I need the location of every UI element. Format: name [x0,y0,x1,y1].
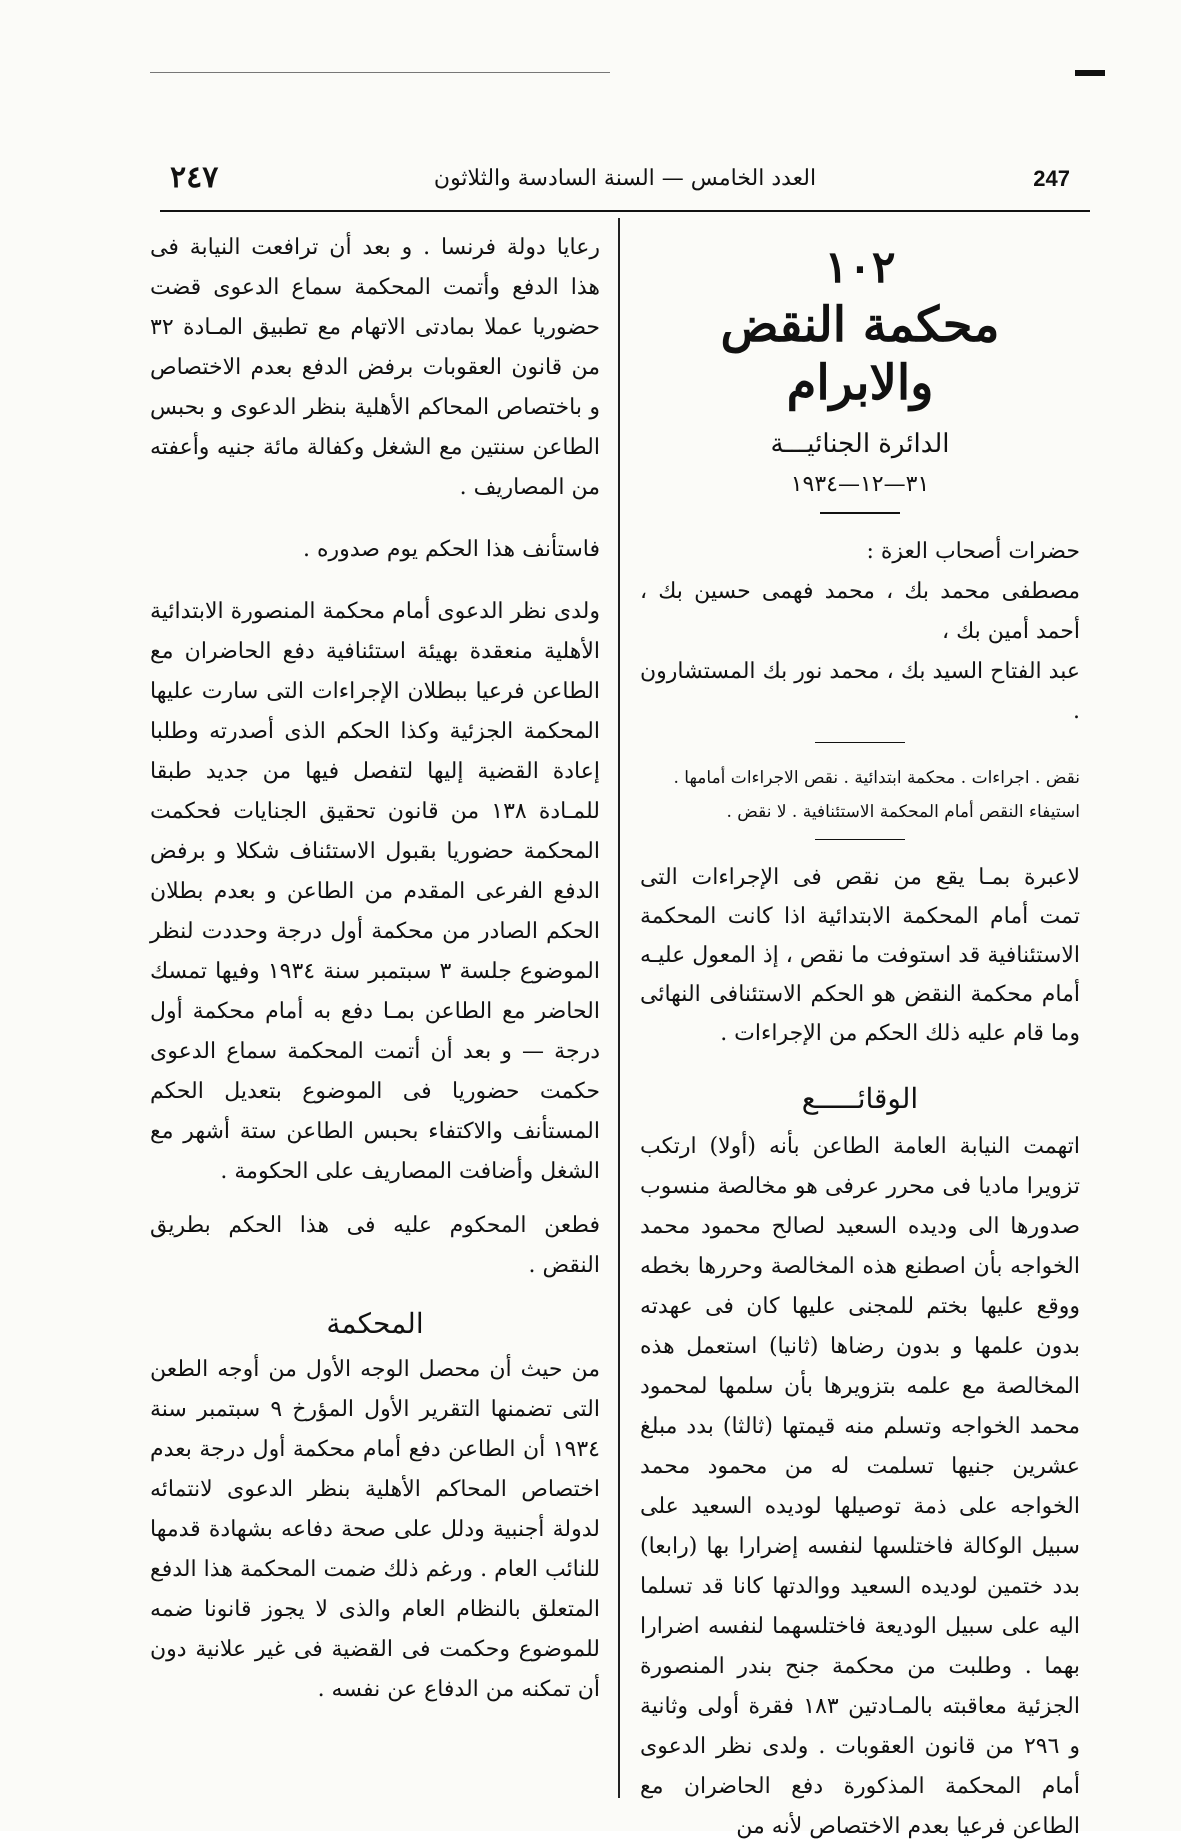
divider [815,742,905,743]
facts-text: اتهمت النيابة العامة الطاعن بأنه (أولا) ارتكب تزويرا ماديا فى محرر عرفى هو مخالصة منسوب صدورها الى وديده السعيد لصالح محمود محمد الخواجه بأن اصطنع هذه المخالصة وحررها بخطه ووقع عليها بختم للمجنى عليها كان فى عهدته بدون علمها و بدون رضاها (ثانيا) استعمل هذه المخالصة مع علمه بتزويرها بأن سلمها لمحمود محمد الخواجه وتسلم منه قيمتها (ثالثا) بدد مبلغ عشرين جنيها تسلمت له من محمود محمد الخواجه على ذمة توصيلها لوديده السعيد على سبيل الوكالة فاختلسها لنفسه إضرارا بها (رابعا) بدد ختمين لوديده السعيد ووالدتها كانا قد تسلما اليه على سبيل الوديعة فاختلسهما لنفسه اضرارا بهما . وطلبت من محكمة جنح بندر المنصورة الجزئية معاقبته بالمـادتين ١٨٣ فقرة أولى وثانية و ٢٩٦ من قانون العقوبات . ولدى نظر الدعوى أمام المحكمة المذكورة دفع الحاضران مع الطاعن فرعيا بعدم الاختصاص لأنه من [640,1134,1080,1839]
page-number-arabic: ٢٤٧ [170,160,219,195]
spacer [150,1192,600,1206]
paragraph: من حيث أن محصل الوجه الأول من أوجه الطعن التى تضمنها التقرير الأول المؤرخ ٩ سبتمبر سنة ١٩٣٤ أن الطاعن دفع أمام محكمة أول درجة بعدم اختصاص المحاكم الأهلية بنظر الدعوى لانتمائه لدولة أجنبية ودلل على صحة دفاعه بشهادة قدمها للنائب العام . ورغم ذلك ضمت المحكمة هذا الدفع المتعلق بالنظام العام والذى لا يجوز قانونا ضمه للموضوع وحكمت فى القضية فى غير علانية دون أن تمكنه من الدفاع عن نفسه . [150,1357,600,1702]
column-divider [618,218,620,1798]
judgment-date: ٣١—١٢—١٩٣٤ [790,472,930,497]
paragraph: فطعن المحكوم عليه فى هذا الحكم بطريق النقض . [150,1213,600,1278]
top-scan-rule [150,72,610,73]
keywords-line: استيفاء النقص أمام المحكمة الاستئنافية . لا نقض . [726,802,1080,822]
left-column [150,228,600,1710]
page-header [170,160,1080,200]
divider [820,512,900,514]
judges-line: مصطفى محمد بك ، محمد فهمى حسين بك ، أحمد أمين بك ، [640,579,1080,644]
right-column [640,228,1080,1847]
page-number-latin: 247 [1033,166,1070,191]
paragraph: فاستأنف هذا الحكم يوم صدوره . [302,537,600,562]
paragraph: ولدى نظر الدعوى أمام محكمة المنصورة الابتدائية الأهلية منعقدة بهيئة استئنافية دفع الحاضران مع الطاعن فرعيا ببطلان الإجراءات التى سارت عليها المحكمة الجزئية وكذا الحكم الذى أصدرته وطلبا إعادة القضية إليها لتفصل فيها من جديد طبقا للمـادة ١٣٨ من قانون تحقيق الجنايات فحكمت المحكمة حضوريا بقبول الاستئناف شكلا و برفض الدفع الفرعى المقدم من الطاعن و بعدم بطلان الحكم الصادر من محكمة أول درجة وحددت لنظر الموضوع جلسة ٣ سبتمبر سنة ١٩٣٤ وفيها تمسك الحاضر مع الطاعن بمـا دفع به أمام محكمة أول درجة — و بعد أن أتمت المحكمة سماع الدعوى حكمت حضوريا فى الموضوع بتعديل الحكم المستأنف والاكتفاء بحبس الطاعن ستة أشهر مع الشغل وأضافت المصاريف على الحكومة . [150,599,601,1184]
keywords-line: نقض . اجراءات . محكمة ابتدائية . نقص الاجراءات أمامها . [673,768,1080,788]
facts-heading: الوقائـــــع [801,1082,919,1115]
corner-mark [1075,70,1105,76]
header-rule [160,210,1090,212]
spacer [150,508,600,530]
legal-principle: لاعبرة بمـا يقع من نقص فى الإجراءات التى تمت أمام المحكمة الابتدائية اذا كانت المحكمة الاستئنافية قد استوفت ما نقص ، إذ المعول عليـه أمام محكمة النقض هو الحكم الاستئنافى النهائى وما قام عليه ذلك الحكم من الإجراءات . [640,865,1080,1046]
issue-title: العدد الخامس — السنة السادسة والثلاثون [433,166,817,191]
spacer [150,570,600,592]
paragraph: رعايا دولة فرنسا . و بعد أن ترافعت النيابة فى هذا الدفع وأتمت المحكمة سماع الدعوى قضت حضوريا عملا بمادتى الاتهام مع تطبيق المـادة ٣٢ من قانون العقوبات برفض الدفع بعدم الاختصاص و باختصاص المحاكم الأهلية بنظر الدعوى و بحبس الطاعن سنتين مع الشغل وكفالة مائة جنيه وأعفته من المصاريف . [150,235,600,500]
case-number: ١٠٢ [824,242,896,293]
circuit-name: الدائرة الجنائيـــة [770,429,950,459]
divider [815,839,905,840]
judges-line: عبد الفتاح السيد بك ، محمد نور بك المستشارون . [640,659,1080,724]
court-heading: المحكمة [326,1307,424,1340]
court-name: محكمة النقض والابرام [720,297,1000,411]
judges-label: حضرات أصحاب العزة : [866,539,1080,564]
